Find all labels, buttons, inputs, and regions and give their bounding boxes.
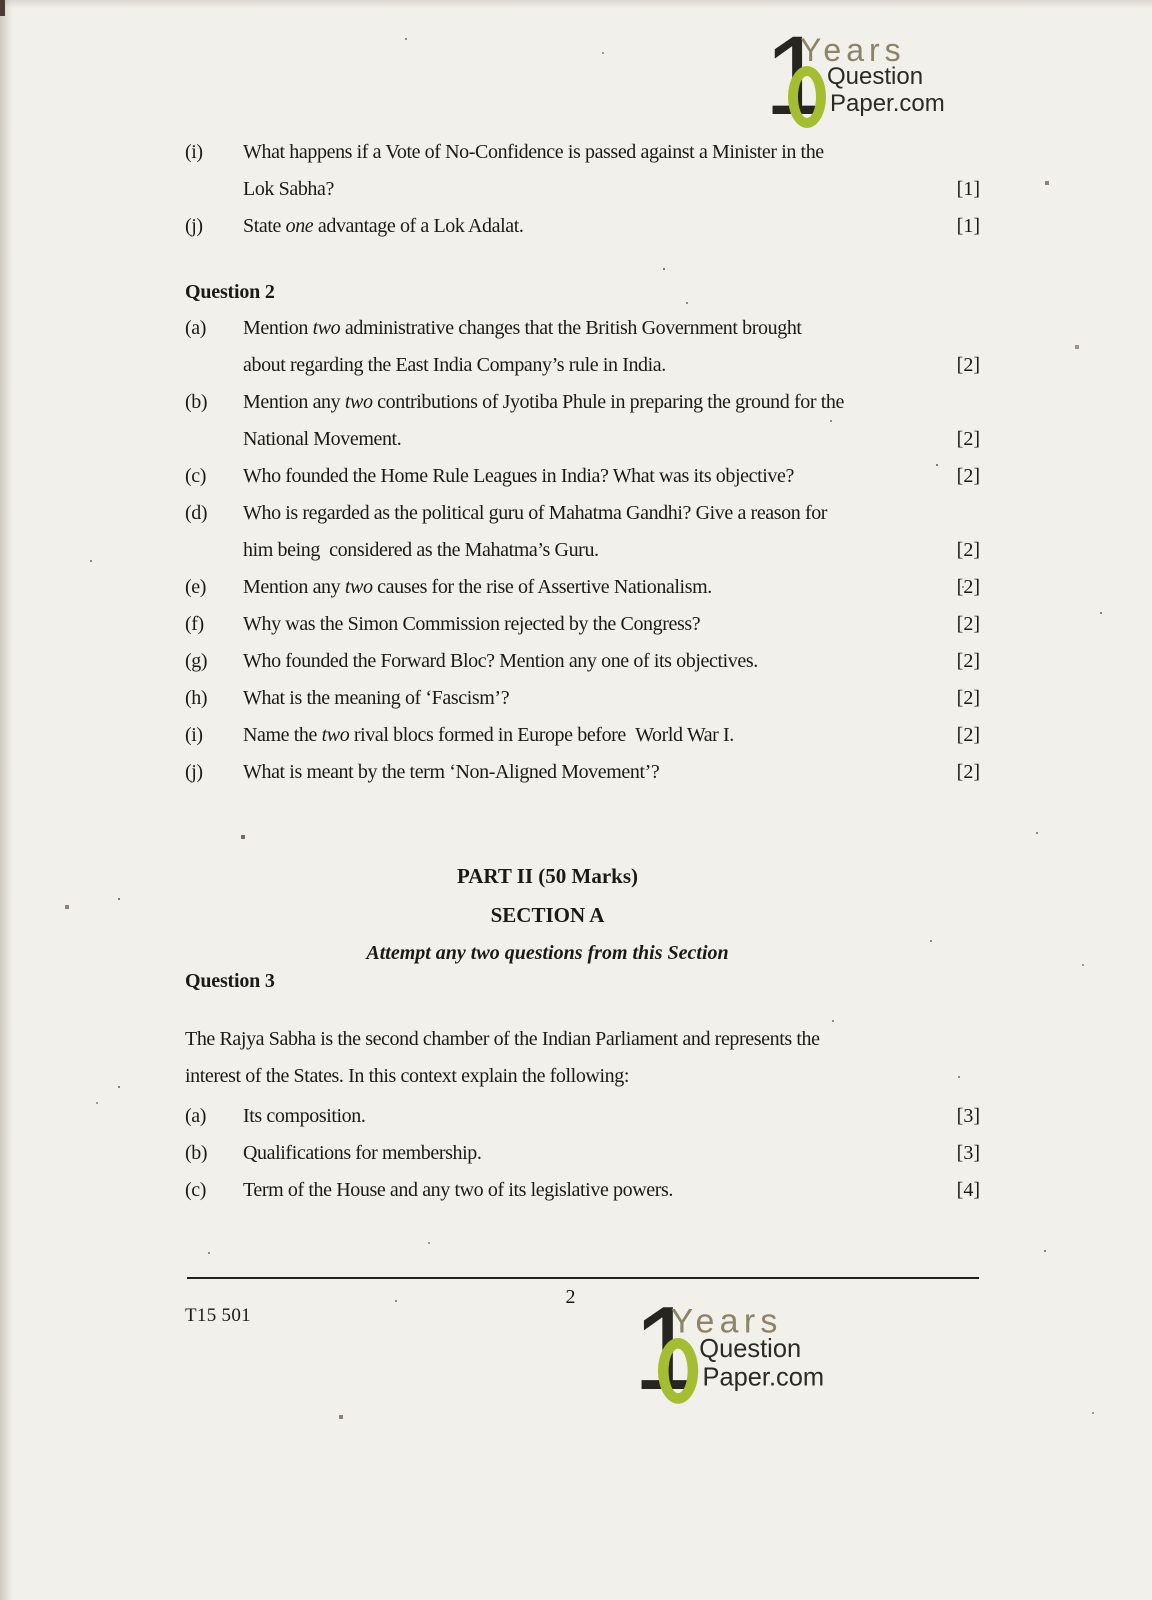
emphasized-word: two bbox=[321, 724, 350, 746]
item-text-line bbox=[243, 1098, 930, 1135]
emphasized-word: two bbox=[344, 391, 373, 413]
item-text-line bbox=[243, 134, 930, 171]
item-text-line bbox=[243, 1135, 930, 1172]
text-segment: National Movement. bbox=[243, 428, 402, 450]
emphasized-word: two bbox=[344, 576, 373, 598]
text-segment: What is the meaning of ‘Fascism’? bbox=[243, 687, 510, 709]
item-label: (a) bbox=[185, 1105, 206, 1127]
logo-text-years: Years bbox=[800, 32, 906, 68]
question-item bbox=[185, 754, 980, 791]
emphasized-word: two bbox=[312, 317, 341, 339]
text-segment: Who is regarded as the political guru of Mahatma Gandhi? Give a reason for bbox=[243, 502, 828, 524]
10yearsquestionpaper-logo-top bbox=[764, 13, 972, 142]
text-segment: What is meant by the term ‘Non-Aligned Movement’? bbox=[243, 761, 660, 783]
item-text-line bbox=[243, 717, 930, 754]
item-text bbox=[243, 1135, 930, 1172]
logo-text-paper: Paper.com bbox=[830, 90, 945, 117]
item-marks: [2] bbox=[956, 687, 980, 709]
item-marks: [2] bbox=[956, 650, 980, 672]
question3-intro bbox=[185, 1021, 980, 1095]
text-segment: Name the bbox=[243, 724, 322, 746]
question2-items bbox=[185, 310, 980, 791]
item-text-line bbox=[243, 347, 930, 384]
text-segment: What happens if a Vote of No-Confidence is passed against a Minister in the bbox=[243, 141, 824, 163]
section-instruction: Attempt any two questions from this Section bbox=[366, 942, 729, 964]
text-segment: administrative changes that the British Government brought bbox=[340, 317, 802, 339]
item-marks: [3] bbox=[956, 1105, 980, 1127]
text-segment: Lok Sabha? bbox=[243, 178, 334, 200]
item-marks: [2] bbox=[956, 724, 980, 746]
question-item bbox=[185, 458, 980, 495]
item-text bbox=[243, 606, 930, 643]
item-label: (a) bbox=[185, 317, 206, 339]
question-item bbox=[185, 134, 980, 208]
logo-digit-1: 1 bbox=[764, 13, 827, 138]
text-segment: Who founded the Forward Bloc? Mention any one of its objectives. bbox=[243, 650, 758, 672]
item-text bbox=[243, 717, 930, 754]
text-segment: him being considered as the Mahatma’s Guru. bbox=[243, 539, 599, 561]
item-text bbox=[243, 208, 930, 245]
item-label: (c) bbox=[185, 465, 206, 487]
item-text-line bbox=[243, 569, 930, 606]
question-item bbox=[185, 680, 980, 717]
scan-edge-shading-left bbox=[0, 0, 12, 1600]
text-segment: Who founded the Home Rule Leagues in India? What was its objective? bbox=[243, 465, 794, 487]
text-segment: causes for the rise of Assertive Nationalism. bbox=[372, 576, 712, 598]
part2-title: PART II (50 Marks) bbox=[456, 864, 639, 888]
item-marks: [1] bbox=[956, 178, 980, 200]
text-segment: Mention bbox=[243, 317, 313, 339]
question-item bbox=[185, 384, 980, 458]
logo-text-question: Question bbox=[699, 1334, 802, 1364]
item-label: (j) bbox=[185, 215, 203, 237]
question3-heading: Question 3 bbox=[185, 970, 275, 992]
item-text-line bbox=[243, 606, 930, 643]
item-text bbox=[243, 310, 930, 384]
question3-items bbox=[185, 1098, 980, 1209]
text-segment: Why was the Simon Commission rejected by the Congress? bbox=[243, 613, 701, 635]
item-text-line bbox=[243, 310, 930, 347]
item-text-line bbox=[243, 643, 930, 680]
item-text bbox=[243, 643, 930, 680]
emphasized-word: one bbox=[285, 215, 314, 237]
item-text-line bbox=[243, 171, 930, 208]
question-item bbox=[185, 717, 980, 754]
item-marks: [2] bbox=[956, 465, 980, 487]
question2-heading: Question 2 bbox=[185, 281, 275, 303]
item-marks: [4] bbox=[956, 1179, 980, 1201]
text-segment: Qualifications for membership. bbox=[243, 1142, 482, 1164]
item-text bbox=[243, 569, 930, 606]
item-label: (j) bbox=[185, 761, 203, 783]
item-text bbox=[243, 495, 930, 569]
text-segment: rival blocs formed in Europe before World War I. bbox=[349, 724, 734, 746]
item-marks: [2] bbox=[956, 761, 980, 783]
question-item bbox=[185, 310, 980, 384]
item-label: (e) bbox=[185, 576, 206, 598]
page-number: 2 bbox=[565, 1286, 576, 1308]
item-text-line bbox=[243, 495, 930, 532]
text-segment: advantage of a Lok Adalat. bbox=[313, 215, 524, 237]
item-label: (i) bbox=[185, 724, 203, 746]
question1-continued-items bbox=[185, 134, 980, 245]
item-marks: [2] bbox=[956, 428, 980, 450]
logo-digit-1: 1 bbox=[632, 1281, 699, 1415]
scan-edge-shading-top bbox=[0, 0, 1152, 8]
logo-text-paper: Paper.com bbox=[702, 1363, 825, 1393]
question-item bbox=[185, 495, 980, 569]
item-marks: [2] bbox=[956, 613, 980, 635]
logo-digit-0-icon bbox=[658, 1338, 698, 1404]
question-item bbox=[185, 606, 980, 643]
text-segment: Its composition. bbox=[243, 1105, 366, 1127]
item-marks: [2] bbox=[956, 576, 980, 598]
item-label: (b) bbox=[185, 391, 208, 413]
item-text bbox=[243, 134, 930, 208]
text-segment: Mention any bbox=[243, 391, 345, 413]
question-item bbox=[185, 643, 980, 680]
question-item bbox=[185, 208, 980, 245]
item-label: (i) bbox=[185, 141, 203, 163]
item-text-line bbox=[243, 208, 930, 245]
scan-corner-artifact bbox=[0, 0, 5, 16]
item-text bbox=[243, 1172, 930, 1209]
question-item bbox=[185, 1098, 980, 1135]
text-segment: Term of the House and any two of its legislative powers. bbox=[243, 1179, 673, 1201]
logo-digit-0-icon bbox=[788, 66, 826, 128]
section-a-title: SECTION A bbox=[490, 903, 605, 927]
scan-noise-specks bbox=[0, 0, 2, 2]
paper-code: T15 501 bbox=[185, 1305, 251, 1326]
item-text bbox=[243, 754, 930, 791]
paragraph-line: interest of the States. In this context explain the following: bbox=[185, 1065, 629, 1087]
text-segment: Mention any bbox=[243, 576, 345, 598]
item-marks: [1] bbox=[956, 215, 980, 237]
item-marks: [2] bbox=[956, 539, 980, 561]
item-text-line bbox=[243, 680, 930, 717]
item-text-line bbox=[243, 421, 930, 458]
item-text-line bbox=[243, 1172, 930, 1209]
item-label: (c) bbox=[185, 1179, 206, 1201]
item-text bbox=[243, 680, 930, 717]
item-label: (b) bbox=[185, 1142, 208, 1164]
text-segment: contributions of Jyotiba Phule in preparing the ground for the bbox=[372, 391, 844, 413]
item-label: (g) bbox=[185, 650, 208, 672]
logo-text-years: Years bbox=[670, 1302, 783, 1341]
paragraph-line: The Rajya Sabha is the second chamber of the Indian Parliament and represents the bbox=[185, 1028, 820, 1050]
logo-text-question: Question bbox=[827, 63, 924, 90]
item-marks: [2] bbox=[956, 354, 980, 376]
question-item bbox=[185, 1172, 980, 1209]
item-text bbox=[243, 384, 930, 458]
question-item bbox=[185, 569, 980, 606]
item-marks: [3] bbox=[956, 1142, 980, 1164]
item-text-line bbox=[243, 384, 930, 421]
item-text-line bbox=[243, 754, 930, 791]
item-label: (h) bbox=[185, 687, 208, 709]
item-label: (f) bbox=[185, 613, 204, 635]
item-text bbox=[243, 1098, 930, 1135]
item-text-line bbox=[243, 458, 930, 495]
item-label: (d) bbox=[185, 502, 208, 524]
footer-rule bbox=[187, 1277, 979, 1279]
10yearsquestionpaper-logo-bottom bbox=[632, 1281, 853, 1419]
text-segment: about regarding the East India Company’s rule in India. bbox=[243, 354, 666, 376]
item-text bbox=[243, 458, 930, 495]
question-item bbox=[185, 1135, 980, 1172]
text-segment: State bbox=[243, 215, 286, 237]
item-text-line bbox=[243, 532, 930, 569]
